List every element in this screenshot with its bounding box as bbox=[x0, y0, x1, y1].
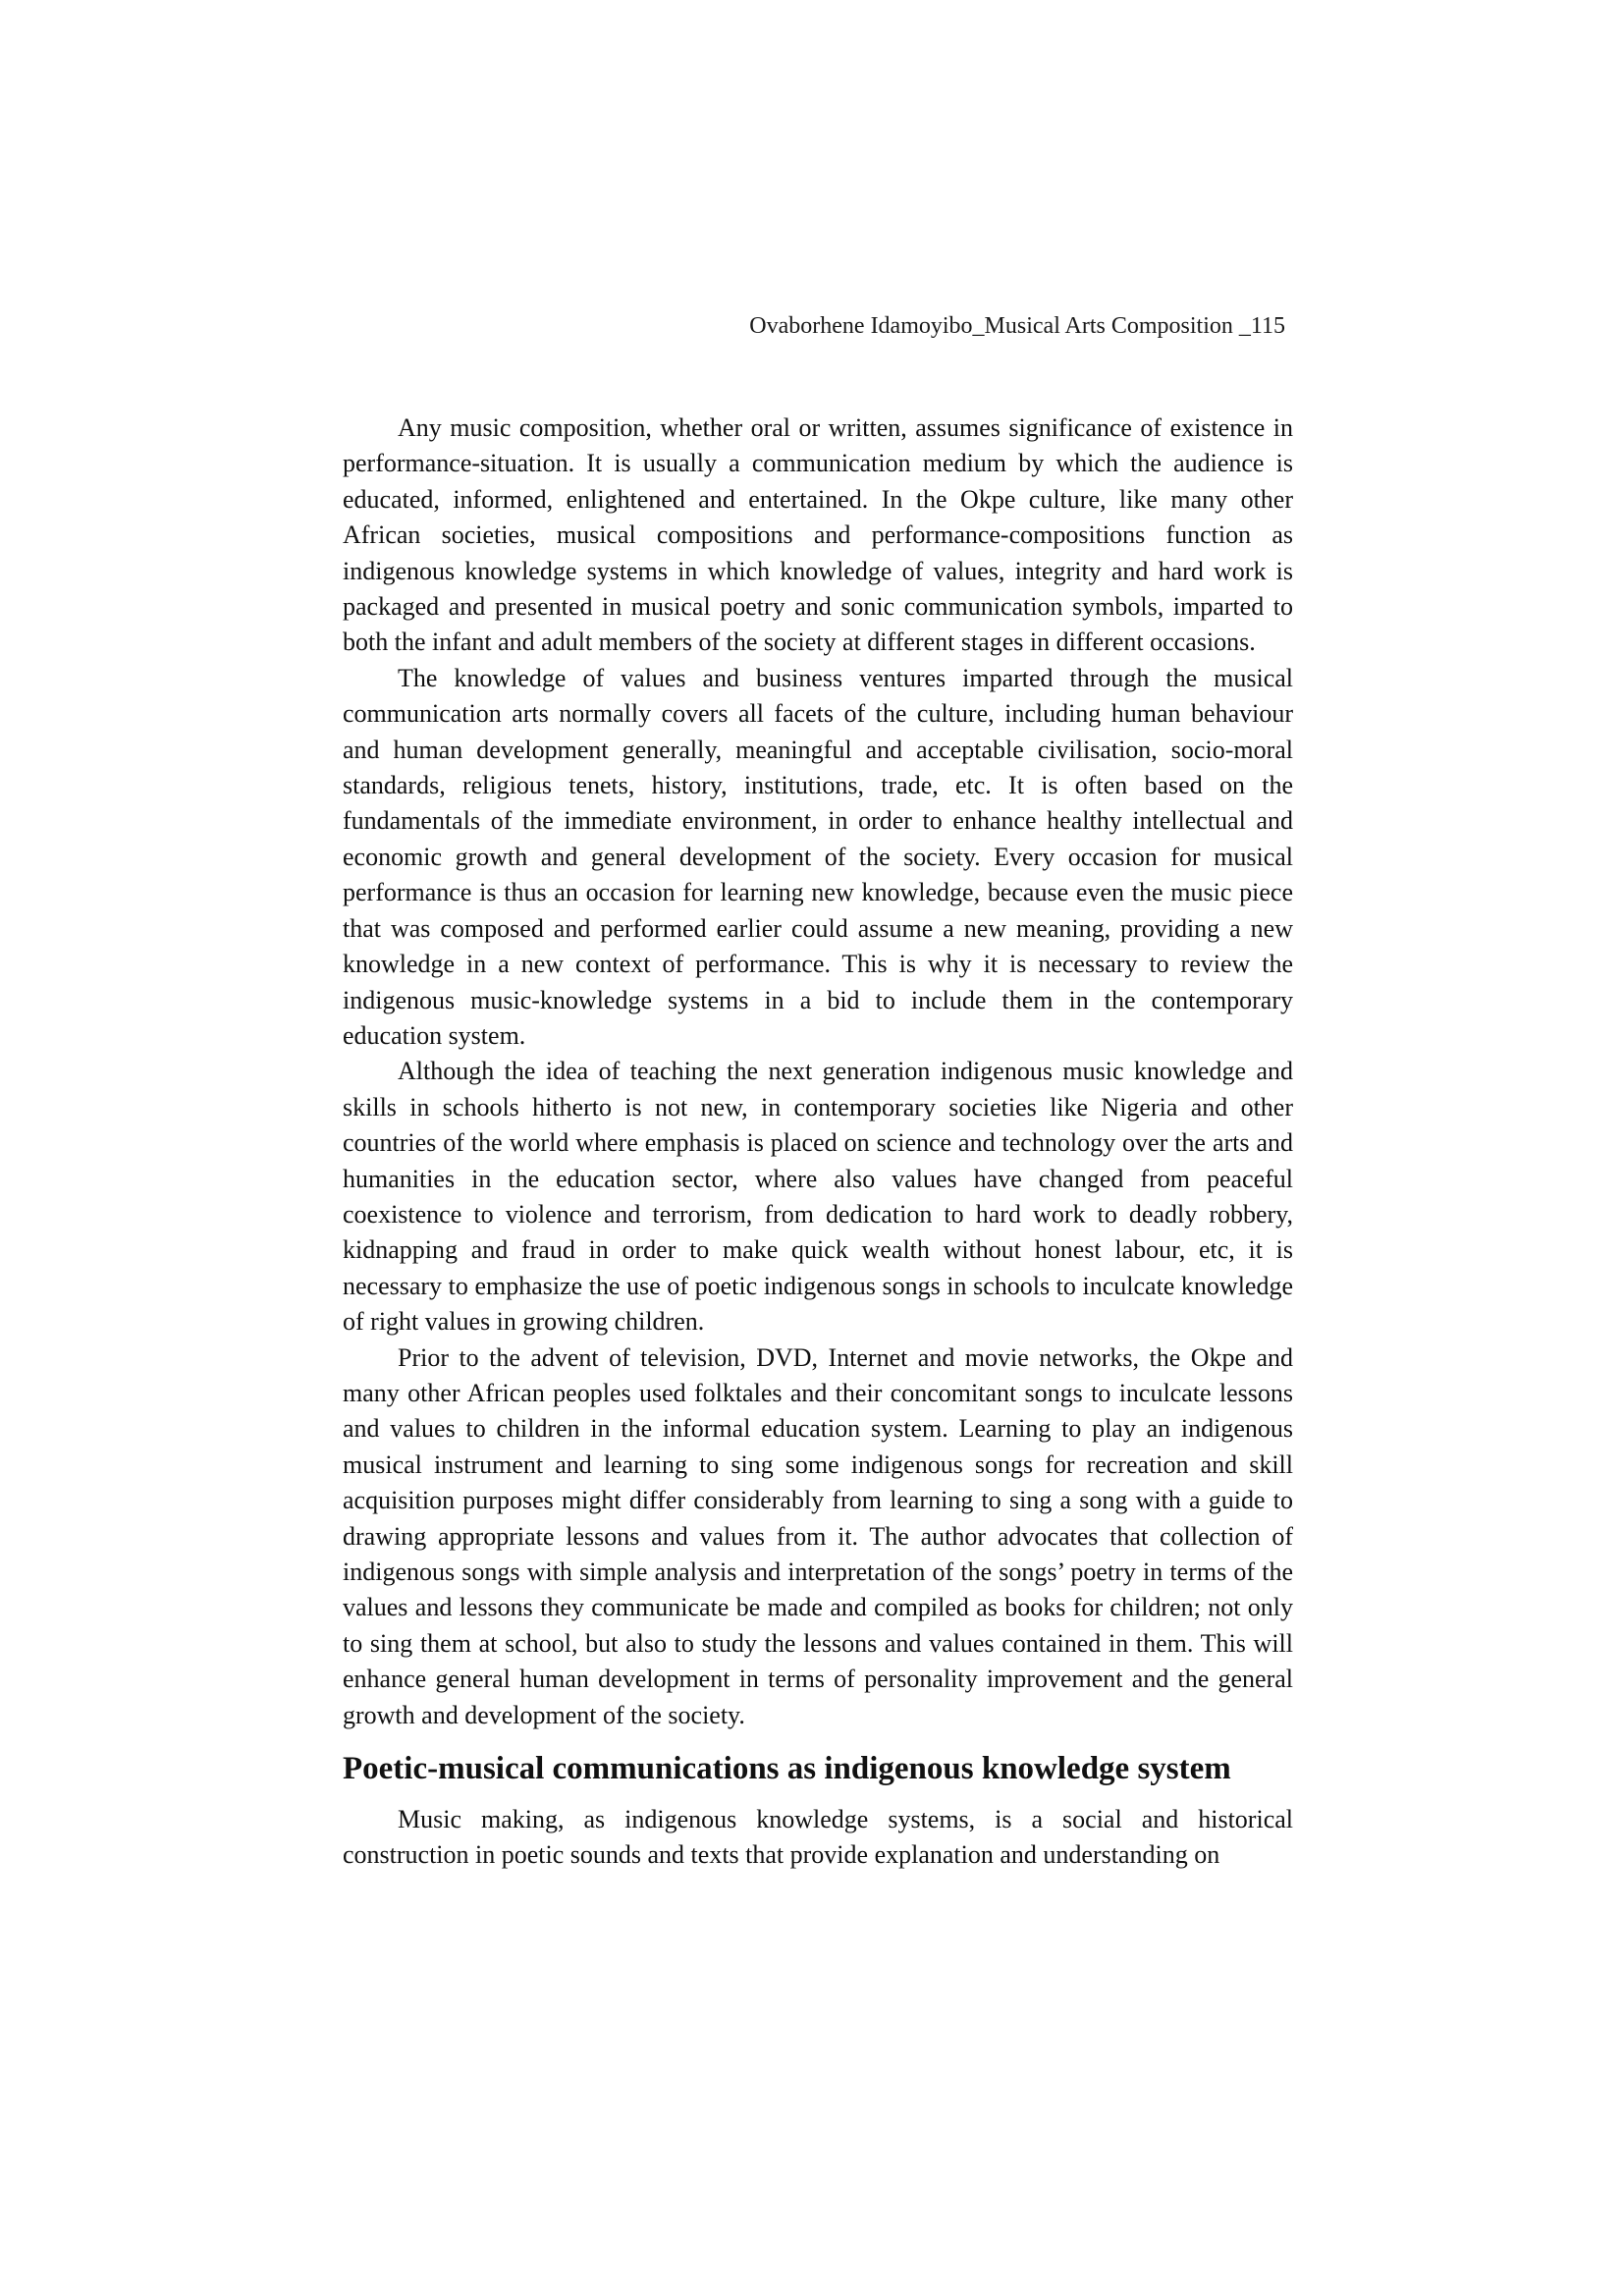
paragraph: Music making, as indigenous knowledge systems, is a social and historical construction in poetic sounds and texts that provide explanation and understanding on bbox=[343, 1805, 1293, 1870]
paragraph: Prior to the advent of television, DVD, Internet and movie networks, the Okpe and many other African peoples used folktales and their concomitant songs to inculcate lessons and values to children in the informal education system. Learning to play an indigenous musical instrument and learning to sing some indigenous songs for recreation and skill acquisition purposes might differ considerably from learning to sing a song with a guide to drawing appropriate lessons and values from it. The author advocates that collection of indigenous songs with simple analysis and interpretation of the songs’ poetry in terms of the values and lessons they communicate be made and compiled as books for children; not only to sing them at school, but also to study the lessons and values contained in them. This will enhance general human development in terms of personality improvement and the general growth and development of the society. bbox=[343, 1342, 1293, 1729]
running-header: Ovaborhene Idamoyibo_Musical Arts Composition _115 bbox=[749, 313, 1285, 339]
paragraph: The knowledge of values and business ventures imparted through the musical communication arts normally covers all facets of the culture, including human behaviour and human development generally, meaningful and acceptable civilisation, socio-moral standards, religious tenets, history, institutions, trade, etc. It is often based on the fundamentals of the immediate environment, in order to enhance healthy intellectual and economic growth and general development of the society. Every occasion for musical performance is thus an occasion for learning new knowledge, because even the music piece that was composed and performed earlier could assume a new meaning, providing a new knowledge in a new context of performance. This is why it is necessary to review the indigenous music-knowledge systems in a bid to include them in the contemporary education system. bbox=[343, 663, 1293, 1050]
body-text bbox=[343, 410, 1293, 1874]
paragraph: Although the idea of teaching the next generation indigenous music knowledge and skills in schools hitherto is not new, in contemporary societies like Nigeria and other countries of the world where emphasis is placed on science and technology over the arts and humanities in the education sector, where also values have changed from peaceful coexistence to violence and terrorism, from dedication to hard work to deadly robbery, kidnapping and fraud in order to make quick wealth without honest labour, etc, it is necessary to emphasize the use of poetic indigenous songs in schools to inculcate knowledge of right values in growing children. bbox=[343, 1057, 1293, 1337]
paragraph: Any music composition, whether oral or written, assumes significance of existence in performance-situation. It is usually a communication medium by which the audience is educated, informed, enlightened and entertained. In the Okpe culture, like many other African societies, musical compositions and performance-compositions function as indigenous knowledge systems in which knowledge of values, integrity and hard work is packaged and presented in musical poetry and sonic communication symbols, imparted to both the infant and adult members of the society at different stages in different occasions. bbox=[343, 413, 1293, 657]
section-heading: Poetic-musical communications as indigenous knowledge system bbox=[343, 1751, 1231, 1787]
